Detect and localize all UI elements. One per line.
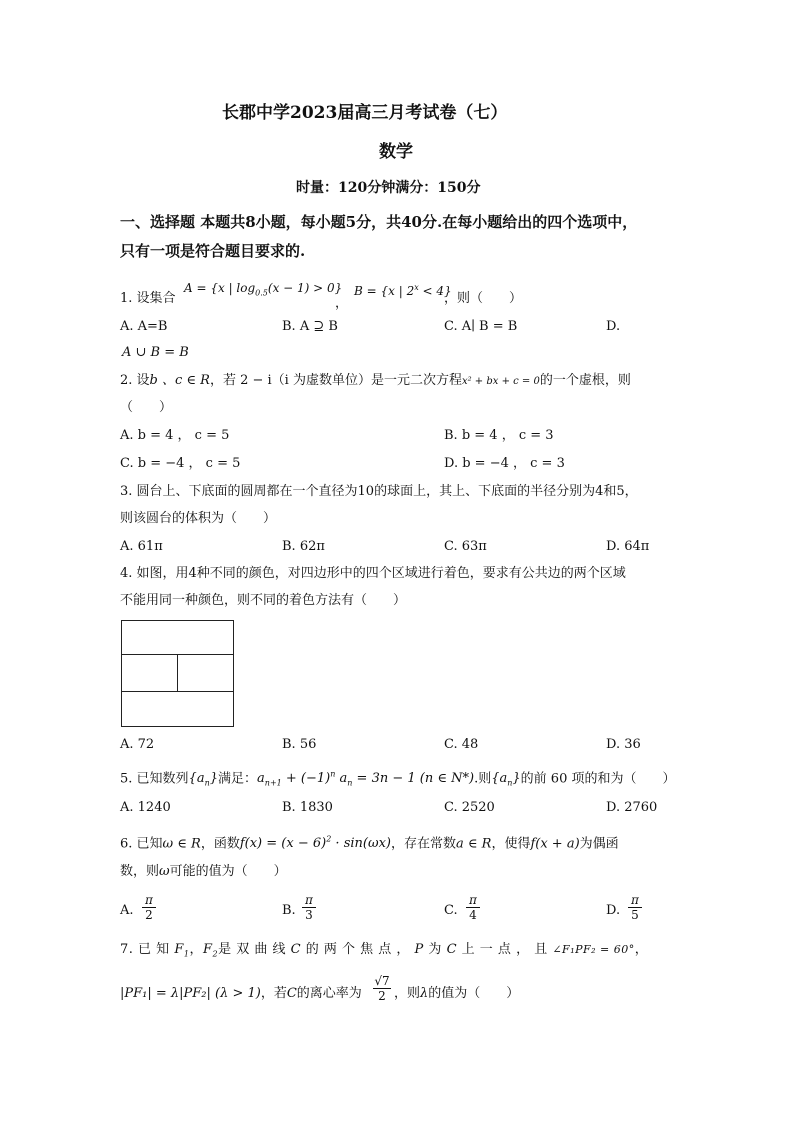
q6-func: [240, 836, 391, 851]
q5-seq2-sub: n: [507, 778, 513, 788]
q4-option-c: C. 48: [444, 737, 479, 752]
q4-option-a: A. 72: [120, 737, 155, 752]
q6-option-c-frac: [466, 893, 480, 922]
q7-line2-end2: 的值为（ ）: [428, 986, 520, 1001]
q1-set-b: [354, 280, 452, 299]
q5-seq: [189, 771, 218, 786]
q4-option-d: D. 36: [606, 737, 641, 752]
q5-option-b: B. 1830: [282, 800, 333, 815]
q6-mid: ，函数: [200, 836, 240, 852]
q3-option-c: C. 63π: [444, 539, 487, 554]
q1-set-a: [184, 280, 342, 301]
q2-paren: （ ）: [120, 400, 173, 415]
q7-d: 的 两 个 焦 点 ，: [305, 942, 410, 957]
q1-set-a-rest: (x − 1) > 0}: [267, 281, 343, 295]
q3-option-d: D. 64π: [606, 539, 650, 554]
q5-mid: 满足：: [218, 771, 258, 787]
q1-prefix: 1. 设集合: [120, 291, 176, 306]
q6-option-d-frac: [628, 893, 642, 922]
q5-formula: [257, 771, 474, 786]
q2-equation: x² + bx + c = 0: [461, 376, 540, 387]
q7-f2: [203, 942, 218, 957]
subject-title: 数学: [379, 142, 413, 162]
q1-set-a-text: A = {x | log: [184, 281, 256, 295]
q7-f2-sub: 2: [212, 949, 219, 959]
q5-formula-a: a: [257, 771, 265, 787]
q7-eccentricity-frac: [373, 974, 391, 1003]
q6-end: 为偶函: [579, 836, 619, 852]
q6-pre: 6. 已知: [120, 836, 163, 852]
q5-option-c: C. 2520: [444, 800, 495, 815]
q6-option-a-num: π: [142, 893, 156, 908]
q6-option-d-den: 5: [631, 908, 639, 922]
q7-line2-mid2: 的离心率为: [296, 986, 362, 1001]
q5-seq-sub: n: [204, 778, 210, 788]
q4-option-b: B. 56: [282, 737, 317, 752]
q5-after: .则: [474, 771, 492, 787]
q6-option-a-label: A.: [120, 903, 134, 918]
q2-vars: b 、c ∈ R: [149, 373, 210, 388]
q4-line2: 不能用同一种颜色，则不同的着色方法有（ ）: [120, 593, 407, 608]
q6-line2-pre: 数，则: [120, 864, 160, 879]
q7-end: ，: [634, 942, 649, 957]
q6-line2-end: 可能的值为（ ）: [169, 864, 287, 879]
q6-func-b: · sin(ωx): [331, 836, 391, 852]
q7-line2-tail: [394, 986, 519, 1002]
q2-option-b: B. b = 4 ， c = 3: [444, 428, 554, 443]
q2-option-a: A. b = 4 ， c = 5: [120, 428, 230, 443]
exam-title: 长郡中学2023届高三月考试卷（七）: [222, 103, 508, 123]
q6-mid2: ，存在常数: [390, 836, 456, 852]
q6-option-c-num: π: [466, 893, 480, 908]
q5-seq-open: {a: [188, 771, 205, 787]
q7-curve: C: [290, 942, 302, 957]
q6-line1: [120, 832, 619, 852]
q3-option-b: B. 62π: [282, 539, 325, 554]
q5-seq2-open: {a: [491, 771, 508, 787]
q7-angle: ∠F₁PF₂ = 60°: [552, 943, 635, 956]
q7-b: ，: [189, 942, 203, 957]
q7-f1: [174, 942, 189, 957]
q6-option-c-label: C.: [444, 903, 458, 918]
q3-line2: 则该圆台的体积为（ ）: [120, 511, 277, 526]
q5-end: 的前 60 项的和为（ ）: [520, 771, 676, 787]
q5-option-a: A. 1240: [120, 800, 171, 815]
q6-func3: f(x + a): [530, 836, 580, 852]
q7-frac-num: √7: [374, 974, 390, 988]
q6-option-c-den: 4: [469, 908, 477, 922]
q1-set-a-sub: 0.5: [255, 288, 268, 298]
q6-option-b-den: 3: [305, 908, 313, 922]
q5-option-d: D. 2760: [606, 800, 658, 815]
q7-line2-mid: ，若: [260, 986, 287, 1001]
q5-formula-mid: + (−1): [281, 771, 331, 787]
q1-option-a: A. A=B: [120, 319, 168, 334]
q6-option-d-num: π: [628, 893, 642, 908]
q6-line2-var: ω: [159, 864, 170, 879]
q7-formula: |PF₁| = λ|PF₂| (λ > 1): [120, 986, 261, 1001]
section-heading-line1: 一、选择题 本题共8小题，每小题5分，共40分.在每小题给出的四个选项中，: [120, 213, 638, 231]
q6-var2: a ∈ R: [456, 836, 492, 852]
q6-option-b-label: B.: [282, 903, 296, 918]
q7-line1: [120, 942, 648, 963]
q1-set-b-sup: x: [414, 283, 419, 292]
q6-option-a-frac: [142, 893, 156, 922]
q4-figure-middle-divider: [177, 654, 178, 691]
q6-func-sup: 2: [326, 835, 332, 844]
q7-point: P: [414, 942, 424, 957]
q7-curve2: C: [446, 942, 458, 957]
q5-seq-close: }: [209, 771, 219, 787]
time-info: 时量：120分钟满分：150分: [296, 180, 481, 196]
q2-text-mid: ，若 2 − i（i 为虚数单位）是一元二次方程: [209, 373, 462, 388]
q1-set-b-text: B = {x | 2: [354, 284, 415, 298]
q2-text-end: 的一个虚根，则: [539, 373, 631, 388]
q2-option-d: D. b = −4 ， c = 3: [444, 456, 565, 471]
q5-formula-rest: = 3n − 1 (n ∈ N*): [352, 771, 475, 787]
q2-text-pre: 2. 设: [120, 373, 150, 388]
q3-option-a: A. 61π: [120, 539, 163, 554]
q6-func-a: f(x) = (x − 6): [239, 836, 327, 852]
q6-var: ω ∈ R: [162, 836, 201, 852]
q5-formula-sub2: n: [347, 778, 353, 788]
q7-c: 是 双 曲 线: [218, 942, 286, 957]
q7-f: 上 一 点 ， 且: [461, 942, 548, 957]
section-heading-line2: 只有一项是符合题目要求的.: [120, 242, 306, 260]
q6-option-a-den: 2: [145, 908, 153, 922]
q1-comma: ，: [335, 296, 349, 311]
q5-line1: [120, 767, 675, 792]
q5-prefix: 5. 已知数列: [120, 771, 189, 787]
q5-formula-a2: a: [335, 771, 348, 787]
q1-suffix: ，则（ ）: [444, 291, 523, 306]
q7-f1-sub: 1: [183, 949, 190, 959]
q6-mid3: ，使得: [491, 836, 531, 852]
q7-line2-end: ，则: [394, 986, 421, 1001]
q6-option-d-label: D.: [606, 903, 621, 918]
q5-formula-sup: n: [330, 770, 336, 779]
q7-f2-letter: F: [202, 942, 213, 957]
q1-option-d: A ∪ B = B: [122, 345, 189, 360]
q7-lambda: λ: [420, 986, 429, 1001]
q3-line1: 3. 圆台上、下底面的圆周都在一个直径为10的球面上，其上、下底面的半径分别为4和5，: [120, 484, 638, 499]
q5-formula-sub1: n+1: [264, 778, 282, 788]
q6-option-b-num: π: [302, 893, 316, 908]
q7-e: 为: [428, 942, 442, 957]
q7-frac-den: 2: [378, 989, 386, 1003]
q5-seq2: [491, 771, 520, 786]
q6-option-b-frac: [302, 893, 316, 922]
q7-line2: [120, 986, 362, 1002]
q1-option-c: C. A∣ B = B: [444, 319, 518, 334]
q1-set-b-rest: < 4}: [418, 284, 452, 298]
q2-option-c: C. b = −4 ， c = 5: [120, 456, 241, 471]
q1-option-b: B. A ⊇ B: [282, 319, 338, 334]
q2-line1: [120, 373, 631, 390]
q4-line1: 4. 如图，用4种不同的颜色，对四边形中的四个区域进行着色，要求有公共边的两个区域: [120, 566, 626, 581]
q7-a: 7. 已 知: [120, 942, 170, 957]
q4-figure-bottom-divider: [121, 691, 234, 692]
q6-line2: [120, 864, 287, 880]
q7-line2-curve: C: [286, 986, 297, 1001]
q5-seq2-close: }: [512, 771, 521, 787]
q1-option-d-label: D.: [606, 319, 621, 334]
q7-f1-letter: F: [174, 942, 184, 957]
